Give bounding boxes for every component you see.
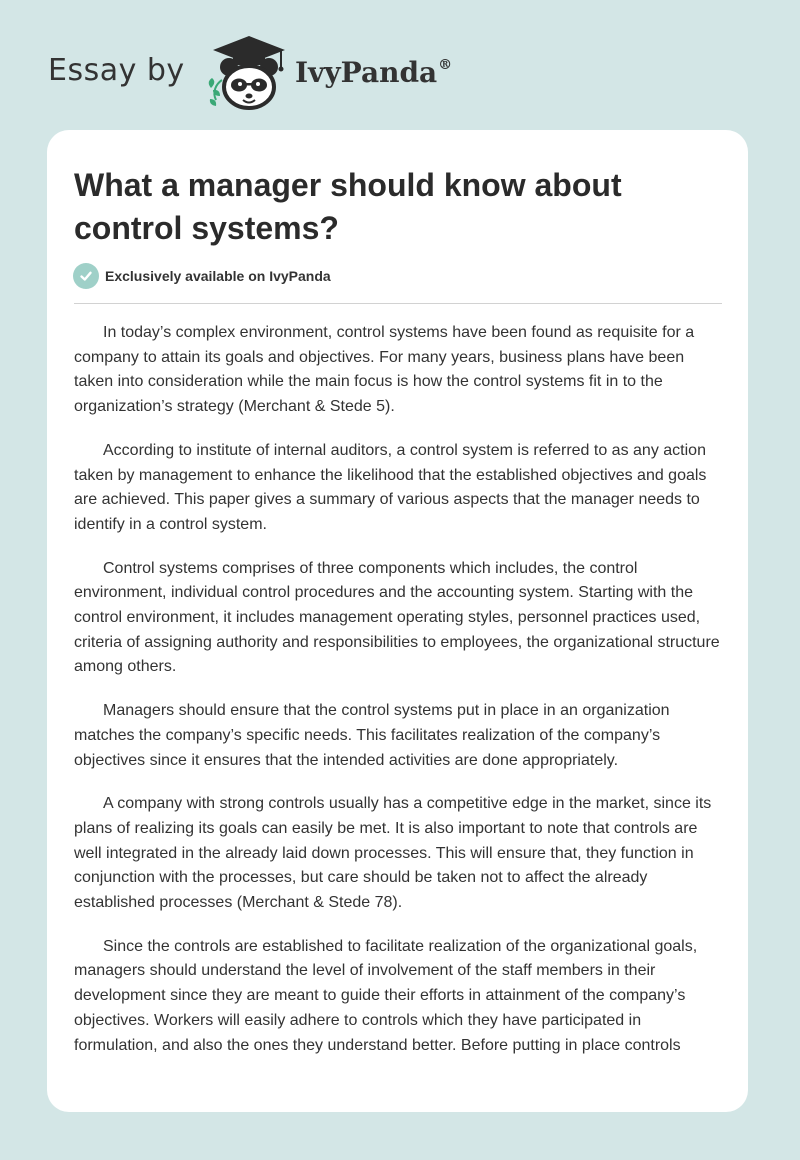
exclusive-badge-label: Exclusively available on IvyPanda xyxy=(105,268,331,284)
paragraph: Managers should ensure that the control systems put in place in an organization matches the company’s specific needs. This facilitates realization of the company’s objectives since it ensures that the intended activities are done appropriately. xyxy=(74,702,670,769)
page-title: What a manager should know about control systems? xyxy=(74,167,622,246)
registered-mark: ® xyxy=(438,57,453,73)
paragraph: According to institute of internal auditors, a control system is referred to as any action taken by management to enhance the likelihood that the established objectives and goals are achieved. This paper gives a summary of various aspects that the manager needs to identify in a control system. xyxy=(74,441,707,533)
essay-card xyxy=(47,130,748,1112)
site-header xyxy=(48,34,508,114)
brand-name[interactable] xyxy=(295,56,452,89)
essay-body xyxy=(74,321,724,1081)
exclusive-badge xyxy=(73,263,331,289)
divider xyxy=(74,303,722,304)
paragraph: In today’s complex environment, control systems have been found as requisite for a company to attain its goals and objectives. For many years, business plans have been taken into consideration while the main focus is how the control systems fit in to the organization’s strategy (Merchant & Stede 5). xyxy=(74,324,695,416)
paragraph: Since the controls are established to facilitate realization of the organizational goals, managers should understand the level of involvement of the staff members in their development since they are meant to guide their efforts in attainment of the company’s objectives. Workers will easily adhere to controls which they have participated in formulation, and also the ones they understand better. Before putting in place controls xyxy=(74,937,698,1054)
ivypanda-logo-icon[interactable] xyxy=(202,34,294,112)
paragraph: A company with strong controls usually has a competitive edge in the market, since its plans of realizing its goals can easily be met. It is also important to note that controls are well integrated in the already laid down processes. This will ensure that, they function in conjunction with the processes, but care should be taken not to affect the already established processes (Merchant & Stede 78). xyxy=(74,795,712,912)
check-circle-icon xyxy=(73,263,99,289)
brand-label: IvyPanda xyxy=(295,56,438,89)
essay-by-label: Essay by xyxy=(48,53,185,88)
paragraph: Control systems comprises of three components which includes, the control environment, individual control procedures and the accounting system. Starting with the control environment, it includes management operating styles, personnel practices used, criteria of assigning authority and responsibilities to employees, the organizational structure among others. xyxy=(74,559,720,676)
